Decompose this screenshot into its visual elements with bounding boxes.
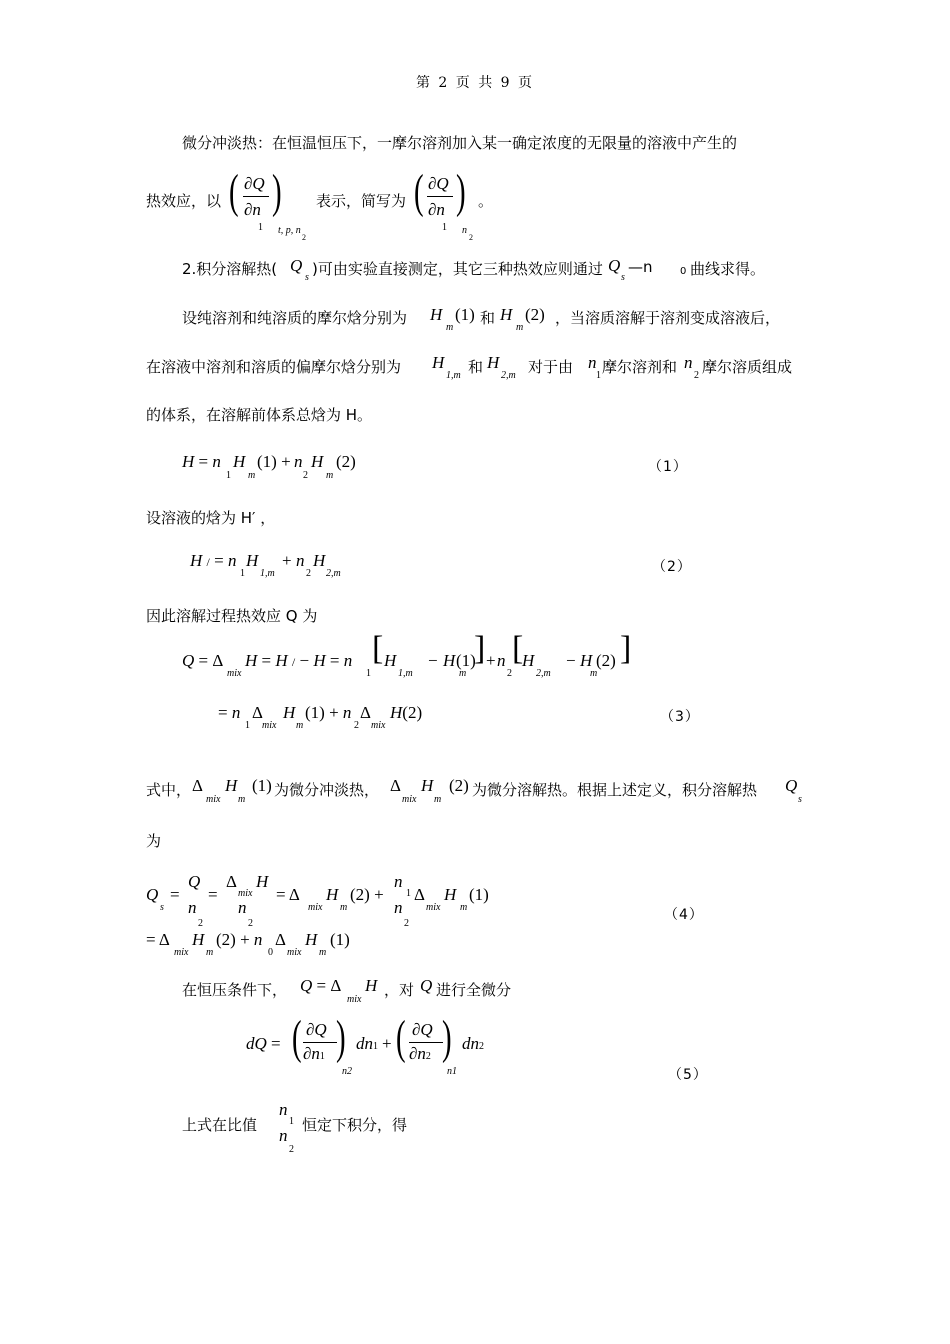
equation-5-number: （5） xyxy=(668,1067,708,1083)
item2-part-d: 曲线求得。 xyxy=(690,260,766,278)
equation-2-number: （2） xyxy=(652,559,692,575)
enthalpy-line-2a: 在溶液中溶剂和溶质的偏摩尔焓分别为 xyxy=(146,358,402,376)
Qs-symbol: Q xyxy=(290,256,303,275)
equation-3-number: （3） xyxy=(660,709,700,725)
item2-part-b: )可由实验直接测定，其它三种热效应则通过 xyxy=(312,260,603,278)
where-text-c: 为微分溶解热。根据上述定义，积分溶解热 xyxy=(472,781,758,799)
enthalpy-line-1c: ，当溶质溶解于溶剂变成溶液后， xyxy=(555,309,781,327)
where-text-b: 为微分冲淡热， xyxy=(274,781,380,799)
enthalpy-line-3: 的体系，在溶解前体系总焓为 H。 xyxy=(146,406,373,424)
definition-line-2a: 热效应，以 xyxy=(146,192,222,210)
wei-text: 为 xyxy=(146,832,162,850)
const-pressure-c: 进行全微分 xyxy=(436,981,512,999)
ratio-text-a: 上式在比值 xyxy=(182,1116,258,1134)
equation-1-number: （1） xyxy=(648,459,688,475)
item2-part-c: —n xyxy=(628,258,653,276)
const-pressure-a: 在恒压条件下， xyxy=(182,981,288,999)
solution-enthalpy-text: 设溶液的焓为 H′ ， xyxy=(146,509,276,527)
definition-line-2b: 表示，简写为 xyxy=(316,192,407,210)
item2-part-a: 2.积分溶解热( xyxy=(182,260,278,278)
process-heat-text: 因此溶解过程热效应 Q 为 xyxy=(146,607,318,625)
enthalpy-line-1a: 设纯溶剂和纯溶质的摩尔焓分别为 xyxy=(182,309,408,327)
where-text-a: 式中， xyxy=(146,781,192,799)
definition-line-2c: 。 xyxy=(478,192,494,210)
ratio-text-b: 恒定下积分，得 xyxy=(302,1116,408,1134)
equation-4-number: （4） xyxy=(664,907,704,923)
page-indicator: 第 2 页 共 9 页 xyxy=(415,75,535,91)
definition-line-1: 微分冲淡热：在恒温恒压下，一摩尔溶剂加入某一确定浓度的无限量的溶液中产生的 xyxy=(182,134,738,152)
const-pressure-b: ，对 xyxy=(384,981,415,999)
